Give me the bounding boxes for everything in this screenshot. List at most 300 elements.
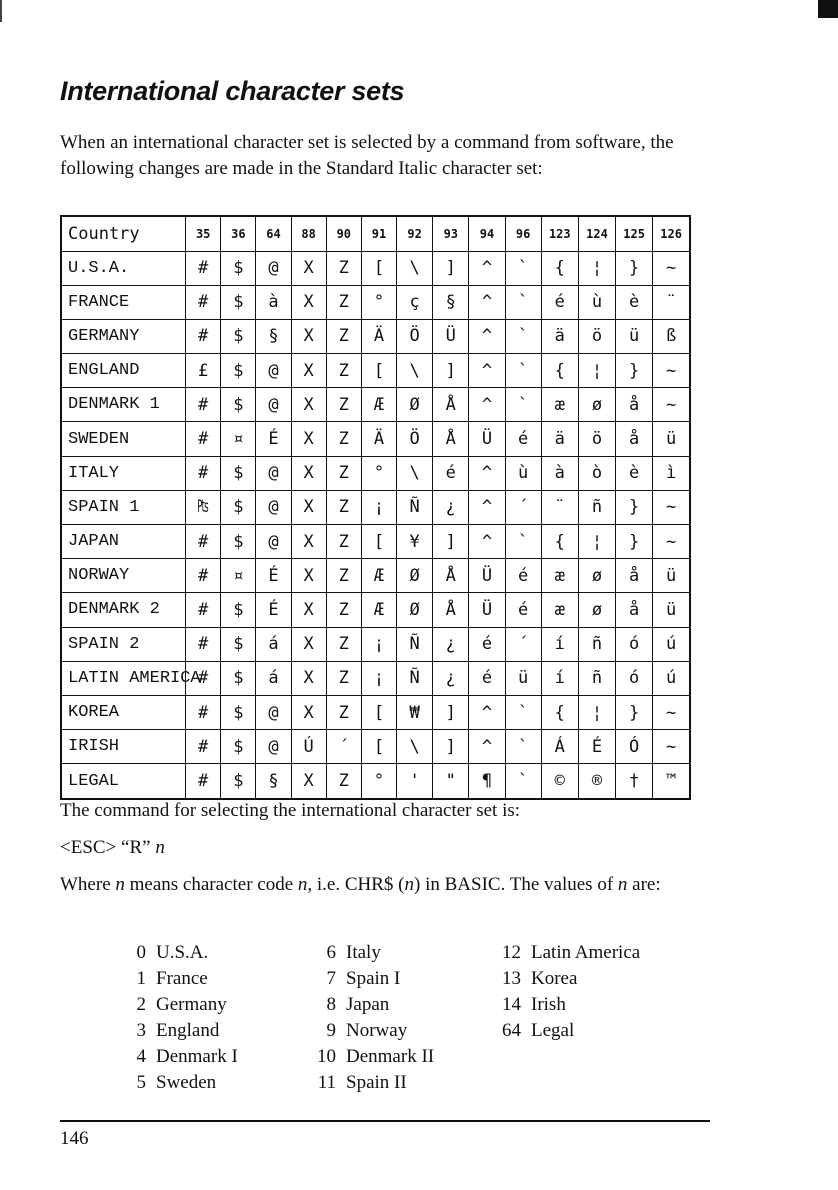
char-cell: ¦	[578, 525, 615, 559]
char-cell: $	[221, 661, 256, 695]
char-cell: ß	[653, 319, 690, 353]
char-cell: ñ	[578, 627, 615, 661]
country-cell: SWEDEN	[61, 422, 186, 456]
header-code-cell: 124	[578, 216, 615, 251]
char-cell: #	[186, 627, 221, 661]
code-number: 8	[326, 994, 336, 1015]
char-cell: ü	[653, 559, 690, 593]
char-cell: é	[433, 456, 469, 490]
char-cell: ú	[653, 661, 690, 695]
table-row	[61, 695, 690, 729]
char-cell: Z	[326, 661, 361, 695]
char-cell: é	[505, 422, 541, 456]
header-country: Country	[61, 216, 186, 251]
code-number: 3	[136, 1020, 146, 1041]
code-country: Denmark II	[346, 1046, 435, 1067]
country-cell: JAPAN	[61, 525, 186, 559]
char-cell: X	[291, 593, 326, 627]
char-cell: ¦	[578, 251, 615, 285]
code-country: Korea	[531, 968, 578, 989]
char-cell: [	[361, 354, 396, 388]
char-cell: ~	[653, 251, 690, 285]
char-cell: X	[291, 490, 326, 524]
char-cell: Ö	[397, 319, 433, 353]
char-cell: §	[256, 764, 291, 799]
char-cell: ~	[653, 354, 690, 388]
char-cell: ö	[578, 319, 615, 353]
char-cell: Z	[326, 422, 361, 456]
table-row	[61, 319, 690, 353]
country-cell: FRANCE	[61, 285, 186, 319]
char-cell: Å	[433, 422, 469, 456]
char-cell: ~	[653, 525, 690, 559]
char-cell: ^	[469, 456, 505, 490]
char-cell: ¶	[469, 764, 505, 799]
code-item	[290, 1070, 475, 1096]
char-cell: }	[616, 251, 653, 285]
char-cell: "	[433, 764, 469, 799]
char-cell: ¡	[361, 627, 396, 661]
char-cell: $	[221, 251, 256, 285]
header-code-cell: 126	[653, 216, 690, 251]
char-cell: æ	[541, 388, 578, 422]
char-cell: ©	[541, 764, 578, 799]
char-cell: Z	[326, 251, 361, 285]
char-cell: à	[256, 285, 291, 319]
char-cell: ä	[541, 422, 578, 456]
code-number: 13	[502, 968, 521, 989]
char-cell: ù	[505, 456, 541, 490]
char-cell: ^	[469, 525, 505, 559]
char-cell: °	[361, 285, 396, 319]
char-cell: ü	[616, 319, 653, 353]
char-cell: $	[221, 593, 256, 627]
char-cell: Ó	[616, 730, 653, 764]
char-cell: `	[505, 388, 541, 422]
table-row	[61, 525, 690, 559]
command-section	[60, 798, 740, 909]
char-cell: å	[616, 559, 653, 593]
char-cell: #	[186, 422, 221, 456]
char-cell: ò	[578, 456, 615, 490]
code-number: 10	[317, 1046, 336, 1067]
char-cell: Z	[326, 456, 361, 490]
char-cell: ~	[653, 730, 690, 764]
code-number: 14	[502, 994, 521, 1015]
char-cell: Z	[326, 559, 361, 593]
code-item	[475, 992, 675, 1018]
char-cell: ó	[616, 661, 653, 695]
code-number: 1	[136, 968, 146, 989]
char-cell: @	[256, 456, 291, 490]
code-number: 12	[502, 942, 521, 963]
char-cell: #	[186, 661, 221, 695]
code-item	[475, 966, 675, 992]
code-number: 11	[317, 1072, 336, 1093]
char-cell: $	[221, 525, 256, 559]
code-country: Spain II	[346, 1072, 407, 1093]
char-cell: Ü	[433, 319, 469, 353]
char-cell: Ø	[397, 388, 433, 422]
code-number: 0	[136, 942, 146, 963]
char-cell: ø	[578, 593, 615, 627]
char-cell: `	[505, 354, 541, 388]
char-cell: ~	[653, 695, 690, 729]
char-cell: ^	[469, 490, 505, 524]
char-cell: ì	[653, 456, 690, 490]
country-cell: IRISH	[61, 730, 186, 764]
char-cell: Ä	[361, 422, 396, 456]
header-code-cell: 93	[433, 216, 469, 251]
char-cell: X	[291, 251, 326, 285]
char-cell: {	[541, 695, 578, 729]
table-row	[61, 354, 690, 388]
char-cell: ü	[505, 661, 541, 695]
char-cell: ™	[653, 764, 690, 799]
char-cell: í	[541, 661, 578, 695]
char-cell: ø	[578, 388, 615, 422]
character-set-table	[60, 215, 691, 800]
country-cell: KOREA	[61, 695, 186, 729]
char-cell: è	[616, 285, 653, 319]
char-cell: X	[291, 354, 326, 388]
code-country: Latin America	[531, 942, 641, 963]
char-cell: °	[361, 764, 396, 799]
code-item	[475, 1070, 675, 1096]
char-cell: @	[256, 490, 291, 524]
char-cell: #	[186, 319, 221, 353]
page-title: International character sets	[60, 76, 405, 106]
char-cell: É	[256, 422, 291, 456]
char-cell: }	[616, 695, 653, 729]
char-cell: #	[186, 251, 221, 285]
table-row	[61, 456, 690, 490]
char-cell: ¥	[397, 525, 433, 559]
char-cell: ₧	[186, 490, 221, 524]
code-item	[100, 992, 290, 1018]
char-cell: #	[186, 593, 221, 627]
char-cell: ¨	[541, 490, 578, 524]
code-country: Irish	[531, 994, 566, 1015]
code-country: France	[156, 968, 208, 989]
char-cell: Ü	[469, 593, 505, 627]
char-cell: $	[221, 627, 256, 661]
char-cell: $	[221, 354, 256, 388]
char-cell: \	[397, 730, 433, 764]
char-cell: }	[616, 354, 653, 388]
char-cell: Z	[326, 764, 361, 799]
char-cell: {	[541, 354, 578, 388]
char-cell: ´	[326, 730, 361, 764]
char-cell: `	[505, 319, 541, 353]
code-number: 7	[326, 968, 336, 989]
char-cell: ñ	[578, 661, 615, 695]
char-cell: §	[433, 285, 469, 319]
char-cell: `	[505, 525, 541, 559]
header-code-cell: 36	[221, 216, 256, 251]
char-cell: @	[256, 354, 291, 388]
char-cell: Z	[326, 695, 361, 729]
char-cell: Å	[433, 388, 469, 422]
char-cell: @	[256, 730, 291, 764]
header-code-cell: 123	[541, 216, 578, 251]
char-cell: X	[291, 456, 326, 490]
char-cell: ó	[616, 627, 653, 661]
char-cell: ¦	[578, 354, 615, 388]
char-cell: ¤	[221, 559, 256, 593]
char-cell: é	[505, 559, 541, 593]
code-country: England	[156, 1020, 220, 1041]
footer-rule	[60, 1120, 710, 1122]
char-cell: ü	[653, 422, 690, 456]
char-cell: Å	[433, 593, 469, 627]
command-letter: “R”	[121, 837, 151, 858]
char-cell: @	[256, 388, 291, 422]
table-row	[61, 593, 690, 627]
char-cell: [	[361, 251, 396, 285]
char-cell: \	[397, 456, 433, 490]
table-row	[61, 730, 690, 764]
char-cell: Z	[326, 285, 361, 319]
char-cell: ´	[505, 490, 541, 524]
code-country: Italy	[346, 942, 381, 963]
char-cell: é	[469, 627, 505, 661]
char-cell: Ö	[397, 422, 433, 456]
char-cell: ^	[469, 251, 505, 285]
char-cell: ^	[469, 730, 505, 764]
char-cell: Ü	[469, 559, 505, 593]
char-cell: X	[291, 525, 326, 559]
code-country: Japan	[346, 994, 390, 1015]
code-country: Denmark I	[156, 1046, 238, 1067]
table-row	[61, 627, 690, 661]
command-intro: The command for selecting the international character set is:	[60, 800, 521, 821]
char-cell: '	[397, 764, 433, 799]
char-cell: }	[616, 490, 653, 524]
code-value-list	[100, 940, 675, 1096]
char-cell: ~	[653, 388, 690, 422]
char-cell: ^	[469, 354, 505, 388]
country-cell: DENMARK 1	[61, 388, 186, 422]
code-item	[475, 940, 675, 966]
char-cell: Z	[326, 388, 361, 422]
header-code-cell: 88	[291, 216, 326, 251]
char-cell: X	[291, 695, 326, 729]
char-cell: ^	[469, 388, 505, 422]
char-cell: è	[616, 456, 653, 490]
char-cell: $	[221, 388, 256, 422]
char-cell: ¡	[361, 490, 396, 524]
code-country: Norway	[346, 1020, 408, 1041]
header-code-cell: 64	[256, 216, 291, 251]
esc-code: <ESC>	[60, 837, 117, 858]
char-cell: à	[541, 456, 578, 490]
char-cell: @	[256, 251, 291, 285]
char-cell: $	[221, 490, 256, 524]
char-cell: Æ	[361, 559, 396, 593]
char-cell: #	[186, 525, 221, 559]
char-cell: ~	[653, 490, 690, 524]
char-cell: ¡	[361, 661, 396, 695]
esc-command	[60, 835, 740, 861]
char-cell: \	[397, 354, 433, 388]
char-cell: $	[221, 730, 256, 764]
header-code-cell: 91	[361, 216, 396, 251]
char-cell: ]	[433, 525, 469, 559]
char-cell: $	[221, 695, 256, 729]
char-cell: ]	[433, 730, 469, 764]
char-cell: [	[361, 730, 396, 764]
char-cell: #	[186, 695, 221, 729]
intro-paragraph: When an international character set is selected by a command from software, the following changes are made in the Standard Italic character set:	[60, 132, 674, 179]
char-cell: Å	[433, 559, 469, 593]
table-row	[61, 490, 690, 524]
char-cell: Ñ	[397, 627, 433, 661]
char-cell: ö	[578, 422, 615, 456]
char-cell: Æ	[361, 593, 396, 627]
char-cell: ø	[578, 559, 615, 593]
char-cell: $	[221, 319, 256, 353]
table-row	[61, 422, 690, 456]
header-code-cell: 92	[397, 216, 433, 251]
char-cell: ]	[433, 354, 469, 388]
char-cell: #	[186, 285, 221, 319]
country-cell: NORWAY	[61, 559, 186, 593]
code-item	[100, 940, 290, 966]
code-number	[475, 1044, 531, 1070]
char-cell: X	[291, 285, 326, 319]
code-number: 5	[136, 1072, 146, 1093]
country-cell: LATIN AMERICA	[61, 661, 186, 695]
header-code-cell: 90	[326, 216, 361, 251]
char-cell: X	[291, 764, 326, 799]
code-item	[100, 1044, 290, 1070]
code-country: Sweden	[156, 1072, 217, 1093]
table-header-row	[61, 216, 690, 251]
char-cell: Z	[326, 627, 361, 661]
code-number: 9	[326, 1020, 336, 1041]
char-cell: ^	[469, 695, 505, 729]
table-row	[61, 764, 690, 799]
country-cell: ENGLAND	[61, 354, 186, 388]
char-cell: é	[541, 285, 578, 319]
char-cell: X	[291, 627, 326, 661]
char-cell: ù	[578, 285, 615, 319]
char-cell: X	[291, 388, 326, 422]
char-cell: É	[256, 593, 291, 627]
code-item	[290, 992, 475, 1018]
code-number: 2	[136, 994, 146, 1015]
char-cell: ´	[505, 627, 541, 661]
char-cell: @	[256, 695, 291, 729]
table-row	[61, 285, 690, 319]
char-cell: Ø	[397, 593, 433, 627]
page-number: 146	[60, 1128, 89, 1149]
char-cell: Ü	[469, 422, 505, 456]
char-cell: [	[361, 695, 396, 729]
table-row	[61, 661, 690, 695]
country-cell: LEGAL	[61, 764, 186, 799]
char-cell: ¤	[221, 422, 256, 456]
char-cell: ₩	[397, 695, 433, 729]
char-cell: í	[541, 627, 578, 661]
char-cell: Á	[541, 730, 578, 764]
char-cell: $	[221, 285, 256, 319]
header-code-cell: 35	[186, 216, 221, 251]
char-cell: X	[291, 559, 326, 593]
code-item	[290, 940, 475, 966]
char-cell: å	[616, 593, 653, 627]
char-cell: Z	[326, 319, 361, 353]
header-code-cell: 94	[469, 216, 505, 251]
char-cell: `	[505, 764, 541, 799]
country-cell: ITALY	[61, 456, 186, 490]
char-cell: $	[221, 456, 256, 490]
char-cell: Ø	[397, 559, 433, 593]
header-code-cell: 96	[505, 216, 541, 251]
char-cell: X	[291, 422, 326, 456]
code-item	[290, 966, 475, 992]
code-item	[100, 1018, 290, 1044]
char-cell: á	[256, 661, 291, 695]
char-cell: ]	[433, 695, 469, 729]
code-country: Legal	[531, 1020, 575, 1041]
code-country: Germany	[156, 994, 227, 1015]
country-cell: DENMARK 2	[61, 593, 186, 627]
char-cell: §	[256, 319, 291, 353]
char-cell: `	[505, 695, 541, 729]
char-cell: ¿	[433, 661, 469, 695]
table-row	[61, 388, 690, 422]
char-cell: `	[505, 730, 541, 764]
char-cell: °	[361, 456, 396, 490]
code-item	[290, 1018, 475, 1044]
char-cell: Ñ	[397, 661, 433, 695]
char-cell: É	[256, 559, 291, 593]
char-cell: #	[186, 456, 221, 490]
code-item	[100, 966, 290, 992]
country-cell: GERMANY	[61, 319, 186, 353]
char-cell: @	[256, 525, 291, 559]
char-cell: ]	[433, 251, 469, 285]
char-cell: †	[616, 764, 653, 799]
char-cell: ä	[541, 319, 578, 353]
char-cell: \	[397, 251, 433, 285]
char-cell: á	[256, 627, 291, 661]
char-cell: ¿	[433, 627, 469, 661]
code-number	[475, 1070, 531, 1096]
char-cell: Z	[326, 525, 361, 559]
char-cell: Z	[326, 593, 361, 627]
char-cell: Ñ	[397, 490, 433, 524]
command-param: n	[155, 837, 165, 858]
header-code-cell: 125	[616, 216, 653, 251]
code-number: 6	[326, 942, 336, 963]
char-cell: `	[505, 251, 541, 285]
code-item	[475, 1018, 675, 1044]
char-cell: Ú	[291, 730, 326, 764]
table-row	[61, 559, 690, 593]
page-corner-mark	[818, 0, 838, 18]
code-number: 4	[136, 1046, 146, 1067]
char-cell: Z	[326, 490, 361, 524]
code-country: U.S.A.	[156, 942, 209, 963]
char-cell: Ä	[361, 319, 396, 353]
char-cell: æ	[541, 559, 578, 593]
char-cell: ¿	[433, 490, 469, 524]
char-cell: #	[186, 388, 221, 422]
country-cell: U.S.A.	[61, 251, 186, 285]
